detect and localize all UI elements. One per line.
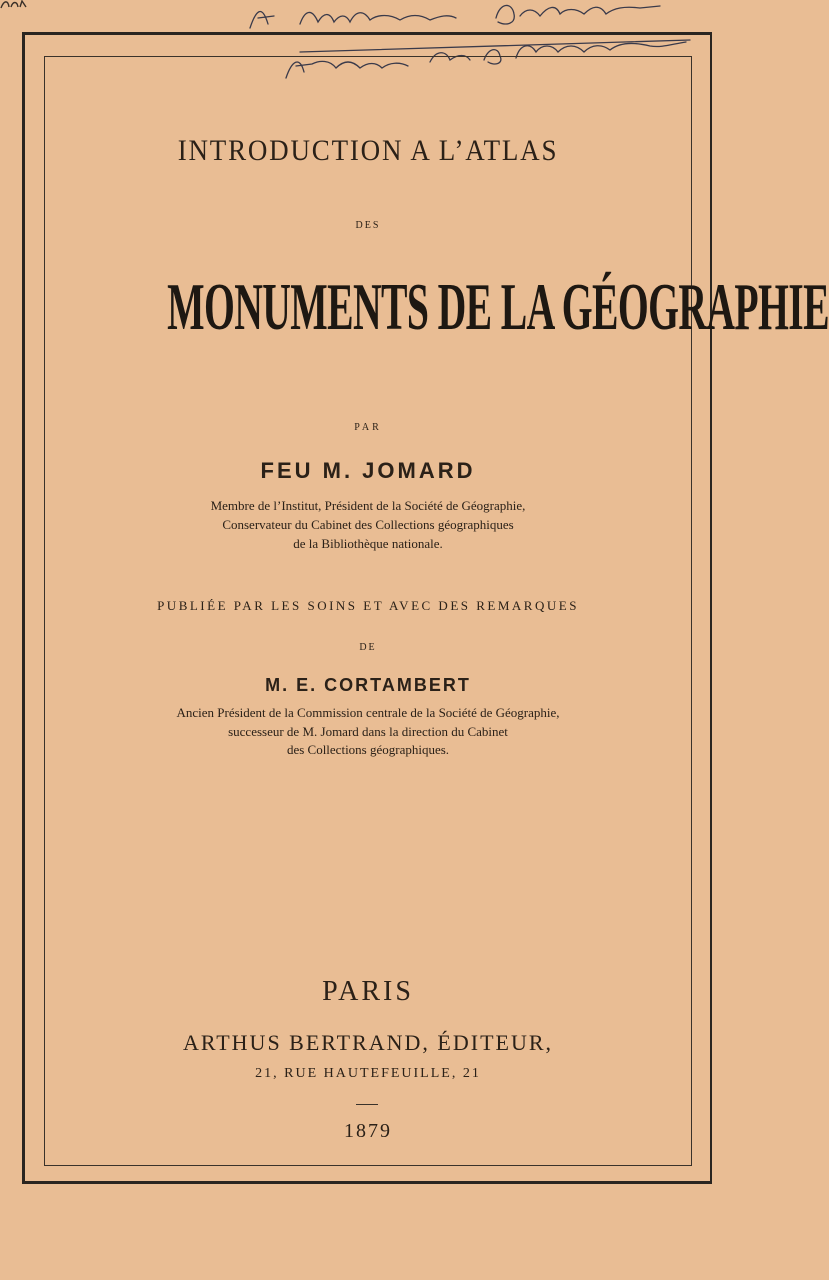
main-title: MONUMENTS DE LA GÉOGRAPHIE <box>167 269 829 344</box>
author-desc-line: Conservateur du Cabinet des Collections géographiques <box>222 517 514 532</box>
published-line: PUBLIÉE PAR LES SOINS ET AVEC DES REMARQUES <box>157 598 579 613</box>
imprint-city: PARIS <box>322 976 414 1007</box>
editor-desc-line: Ancien Président de la Commission centrale de la Société de Géographie, <box>176 705 560 720</box>
publisher-address: 21, RUE HAUTEFEUILLE, 21 <box>255 1066 481 1081</box>
short-rule <box>356 1104 378 1105</box>
title-top: INTRODUCTION A L’ATLAS <box>177 134 559 167</box>
de-label: DE <box>359 642 377 653</box>
editor-desc-line: des Collections géographiques. <box>286 742 450 757</box>
publisher-name: ARTHUS BERTRAND, ÉDITEUR, <box>182 1030 554 1055</box>
des-label: DES <box>355 220 381 231</box>
publication-year: 1879 <box>344 1120 392 1142</box>
editor-desc-line: successeur de M. Jomard dans la direction du Cabinet <box>228 724 508 739</box>
author-name: FEU M. JOMARD <box>260 458 476 483</box>
author-desc-line: Membre de l’Institut, Président de la Société de Géographie, <box>210 498 526 513</box>
par-label: PAR <box>354 422 382 433</box>
author-desc-line: de la Bibliothèque nationale. <box>293 536 443 551</box>
editor-name: M. E. CORTAMBERT <box>265 675 471 695</box>
